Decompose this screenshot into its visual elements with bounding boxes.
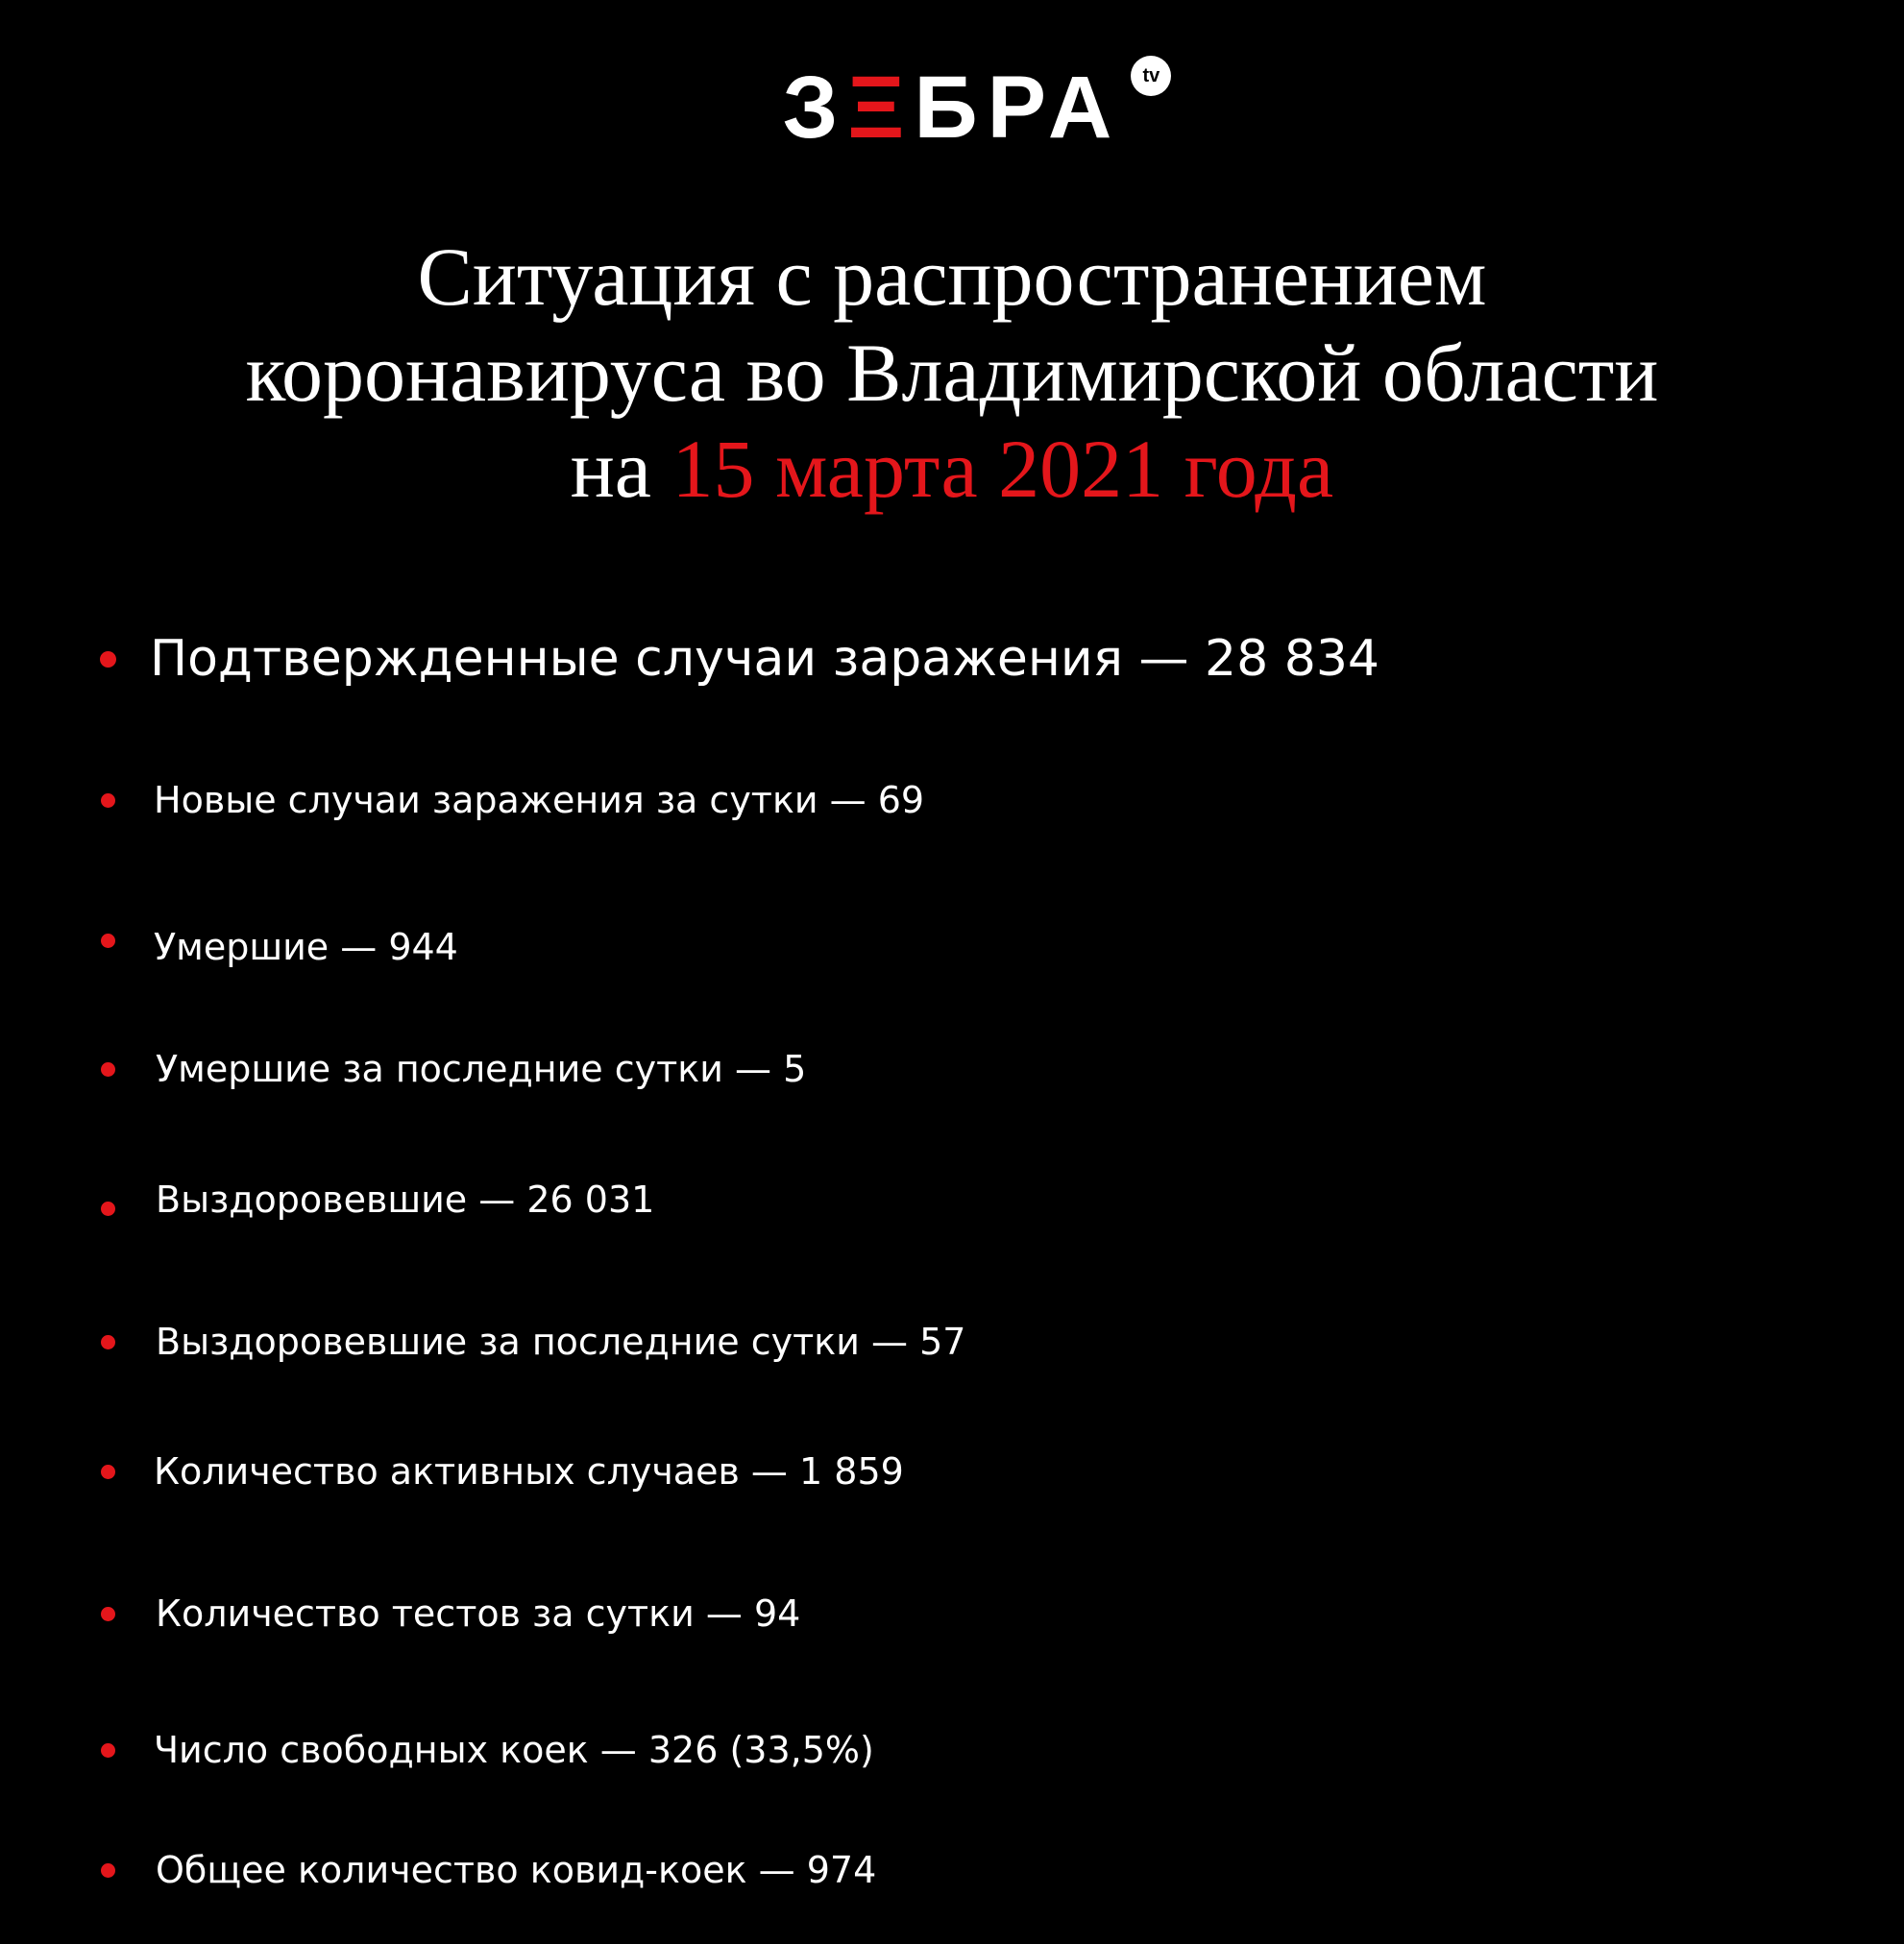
bullet-icon [100,651,116,668]
stat-text: Подтвержденные случаи заражения — 28 834 [150,630,1379,688]
stat-confirmed-cases [0,630,1904,688]
bullet-icon [101,1607,115,1621]
bullet-icon [101,1743,115,1758]
title-line-2: коронавируса во Владимирской области [245,327,1659,419]
stat-text: Количество активных случаев — 1 859 [154,1450,904,1493]
stat-deaths [0,918,1904,976]
title-line-1: Ситуация с распространением [417,231,1487,323]
logo-tv-badge: tv [1131,56,1171,96]
bullet-icon [101,934,115,948]
stat-text: Умершие — 944 [154,926,458,968]
bullet-icon [101,1863,115,1878]
stat-text: Выздоровевшие за последние сутки — 57 [156,1321,966,1363]
bullet-icon [101,1062,115,1077]
stat-deaths-daily [0,1040,1904,1098]
bullet-icon [101,1465,115,1479]
title-date: 15 марта 2021 года [671,423,1334,515]
brand-logo [0,59,1904,157]
stat-text: Количество тестов за сутки — 94 [156,1592,801,1635]
stat-text: Выздоровевшие — 26 031 [156,1179,655,1221]
logo-text-accent: Ξ [847,59,915,157]
bullet-icon [101,1335,115,1349]
title-line-3-prefix: на [570,423,672,515]
stat-new-cases [0,771,1904,829]
stat-recovered [0,1171,1904,1228]
stat-text: Общее количество ковид-коек — 974 [156,1849,877,1891]
stat-recovered-daily [0,1313,1904,1371]
bullet-icon [101,1202,115,1216]
stat-active-cases [0,1443,1904,1500]
stat-total-beds [0,1841,1904,1899]
stat-tests-daily [0,1585,1904,1642]
logo-text-prefix: З [782,59,848,157]
stat-free-beds [0,1721,1904,1779]
page-title [0,229,1904,517]
logo-text-suffix: БРА [914,59,1122,157]
bullet-icon [101,793,115,808]
stat-text: Число свободных коек — 326 (33,5%) [154,1729,874,1771]
stat-text: Умершие за последние сутки — 5 [156,1048,807,1090]
stat-text: Новые случаи заражения за сутки — 69 [154,779,925,821]
